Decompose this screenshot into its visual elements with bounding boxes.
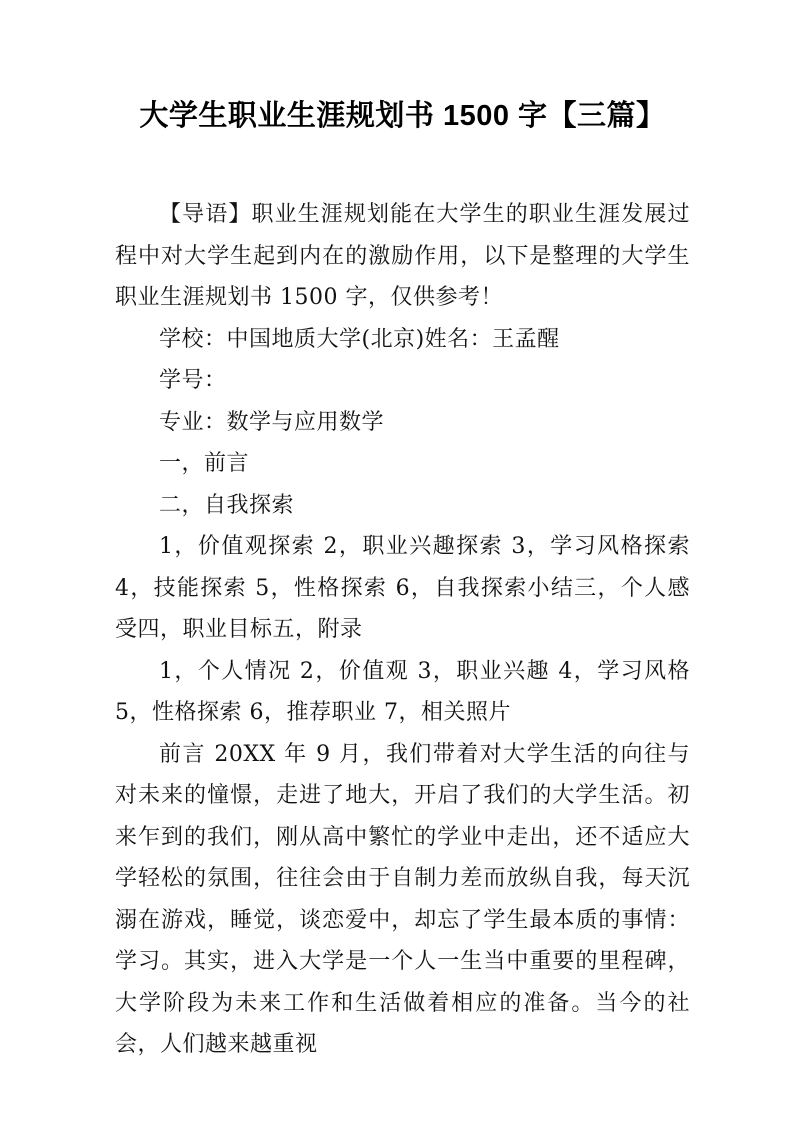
paragraph-student-id: 学号： xyxy=(159,368,227,393)
document-title: 大学生职业生涯规划书 1500 字【三篇】 xyxy=(139,100,666,132)
paragraph-heading-one: 一，前言 xyxy=(159,451,250,476)
paragraph-outline-2: 1，个人情况 2，价值观 3，职业兴趣 4，学习风格 5，性格探索 6，推荐职业 7，相关照片 xyxy=(115,658,690,725)
paragraph-major: 专业：数学与应用数学 xyxy=(159,409,385,435)
paragraph-heading-two: 二，自我探索 xyxy=(159,492,295,518)
paragraph-school-name: 学校：中国地质大学(北京)姓名：王孟醒 xyxy=(159,326,560,352)
paragraph-outline-1: 1，价值观探索 2，职业兴趣探索 3，学习风格探索 4，技能探索 5，性格探索 6，自我探索小结三，个人感受四，职业目标五，附录 xyxy=(115,534,690,642)
paragraph-intro: 【导语】职业生涯规划能在大学生的职业生涯发展过程中对大学生起到内在的激励作用，以下是整理的大学生职业生涯规划书 1500 字，仅供参考！ xyxy=(115,202,690,310)
paragraph-foreword: 前言 20XX 年 9 月，我们带着对大学生活的向往与对未来的憧憬，走进了地大，开启了我们的大学生活。初来乍到的我们，刚从高中繁忙的学业中走出，还不适应大学轻松的氛围，往往会由于自制力差而放纵自我，每天沉溺在游戏，睡觉，谈恋爱中，却忘了学生最本质的事情：学习。其实，进入大学是一个人一生当中重要的里程碑，大学阶段为未来工作和生活做着相应的准备。当今的社会，人们越来越重视 xyxy=(115,741,690,1057)
